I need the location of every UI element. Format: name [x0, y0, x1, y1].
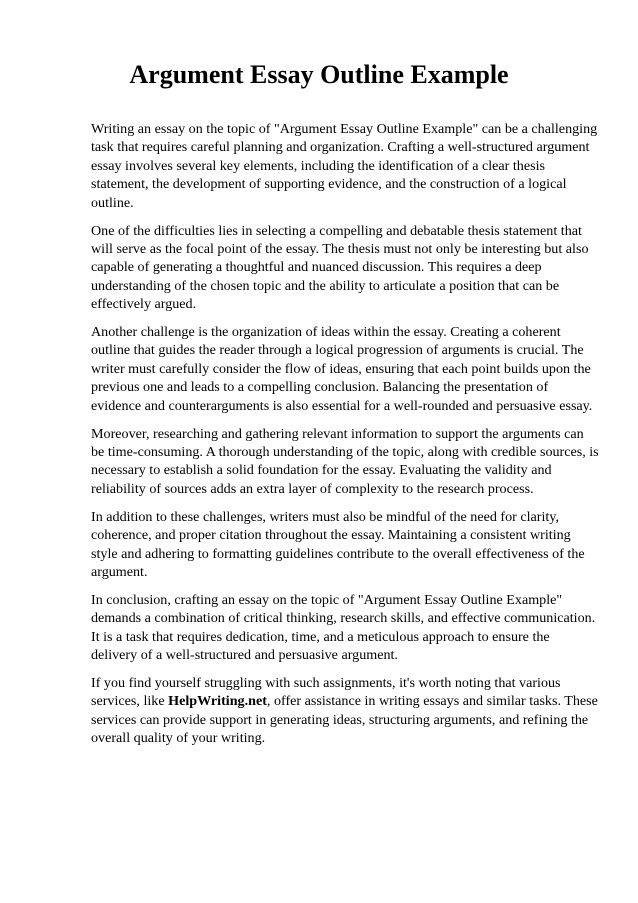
paragraph-services [91, 674, 599, 748]
paragraph-conclusion: In conclusion, crafting an essay on the topic of "Argument Essay Outline Example" demands a combination of critical thinking, research skills, and effective communication. It is a task that requires dedication, time, and a meticulous approach to ensure the delivery of a well-structured and persuasive argument. [91, 591, 596, 664]
paragraph-thesis: One of the difficulties lies in selecting a compelling and debatable thesis statement that will serve as the focal point of the essay. The thesis must not only be interesting but also capable of generating a thoughtful and nuanced discussion. This requires a deep understanding of the chosen topic and the ability to articulate a position that can be effectively argued. [91, 222, 589, 313]
paragraph-organization: Another challenge is the organization of ideas within the essay. Creating a coherent outline that guides the reader through a logical progression of arguments is crucial. The writer must carefully consider the flow of ideas, ensuring that each point builds upon the previous one and leads to a compelling conclusion. Balancing the presentation of evidence and counterarguments is also essential for a well-rounded and persuasive essay. [91, 324, 593, 414]
paragraph-research: Moreover, researching and gathering relevant information to support the arguments can be time-consuming. A thorough understanding of the topic, along with credible sources, is necessary to establish a solid foundation for the essay. Evaluating the validity and reliability of sources adds an extra layer of complexity to the research process. [91, 425, 599, 497]
paragraph-clarity: In addition to these challenges, writers must also be mindful of the need for clarity, coherence, and proper citation throughout the essay. Maintaining a consistent writing style and adhering to formatting guidelines contribute to the overall effectiveness of the argument. [91, 508, 585, 580]
brand-name: HelpWriting.net [168, 693, 267, 710]
page-title: Argument Essay Outline Example [129, 60, 509, 89]
essay-body [91, 120, 599, 757]
services-text-after: , offer assistance in writing essays and similar tasks. These services can provide support in generating ideas, structuring arguments, and refining the overall quality of your writing. [91, 693, 598, 747]
paragraph-intro: Writing an essay on the topic of "Argument Essay Outline Example" can be a challenging task that requires careful planning and organization. Crafting a well-structured argument essay involves several key elements, including the identification of a clear thesis statement, the development of supporting evidence, and the construction of a logical outline. [91, 121, 598, 211]
services-text-before: If you find yourself struggling with such assignments, it's worth noting that various services, like [91, 674, 561, 710]
